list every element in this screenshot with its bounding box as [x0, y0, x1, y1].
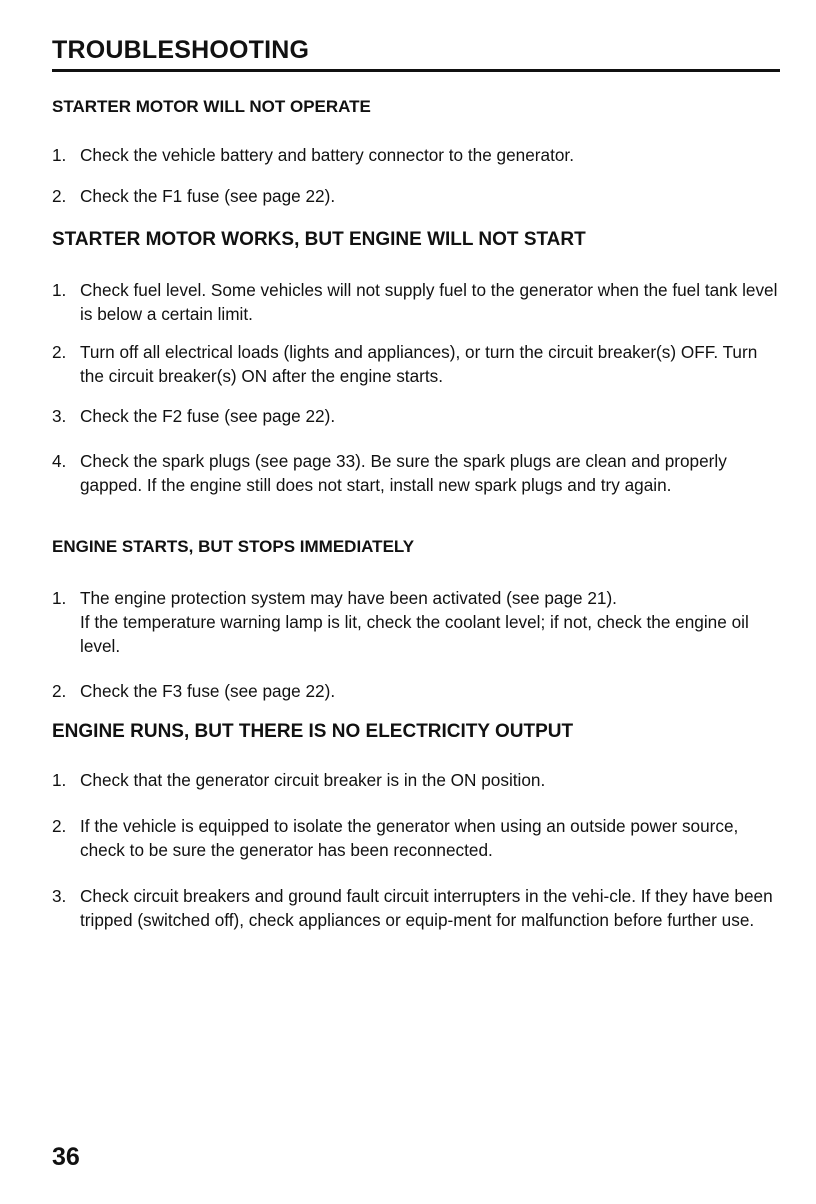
item-text: Check that the generator circuit breaker is in the ON position. [80, 770, 546, 790]
item-number: 1. [52, 280, 67, 300]
title-underline [52, 69, 780, 72]
list-item [52, 278, 782, 326]
page-title: TROUBLESHOOTING [52, 36, 310, 64]
list-item [52, 184, 782, 208]
item-text: If the vehicle is equipped to isolate the generator when using an outside power source, check to be sure the generator has been reconnected. [80, 816, 739, 860]
section-heading: STARTER MOTOR WORKS, BUT ENGINE WILL NOT START [52, 229, 586, 250]
list-item [52, 449, 782, 497]
item-number: 2. [52, 186, 67, 206]
item-number: 3. [52, 406, 67, 426]
section-starter-not-operate [52, 97, 782, 117]
item-number: 1. [52, 588, 67, 608]
section-engine-stops [52, 537, 782, 557]
section-no-electricity [52, 721, 782, 743]
list-item [52, 610, 782, 658]
list-item [52, 340, 782, 388]
item-number: 1. [52, 770, 67, 790]
item-text: Check the F3 fuse (see page 22). [80, 681, 336, 701]
item-text: If the temperature warning lamp is lit, check the coolant level; if not, check the engine oil level. [80, 612, 749, 656]
item-text: Check fuel level. Some vehicles will not supply fuel to the generator when the fuel tank level is below a certain limit. [80, 280, 778, 324]
section-engine-not-start [52, 229, 782, 251]
section-heading: ENGINE STARTS, BUT STOPS IMMEDIATELY [52, 537, 415, 556]
list-item [52, 884, 782, 932]
item-number: 2. [52, 681, 67, 701]
item-text: Check the spark plugs (see page 33). Be sure the spark plugs are clean and properly gapped. If the engine still does not start, install new spark plugs and try again. [80, 451, 727, 495]
item-text: Check the F1 fuse (see page 22). [80, 186, 336, 206]
item-text: Check the F2 fuse (see page 22). [80, 406, 336, 426]
section-heading: ENGINE RUNS, BUT THERE IS NO ELECTRICITY OUTPUT [52, 721, 574, 742]
item-number [52, 610, 80, 658]
list-item [52, 814, 782, 862]
list-item [52, 404, 782, 428]
item-text: The engine protection system may have been activated (see page 21). [80, 588, 617, 608]
section-heading: STARTER MOTOR WILL NOT OPERATE [52, 97, 371, 116]
item-text: Check circuit breakers and ground fault circuit interrupters in the vehi-cle. If they have been tripped (switched off), check appliances or equip-ment for malfunction before further use. [80, 886, 773, 930]
item-text: Turn off all electrical loads (lights and appliances), or turn the circuit breaker(s) OFF. Turn the circuit breaker(s) ON after the engine starts. [80, 342, 758, 386]
item-number: 1. [52, 145, 67, 165]
page-number: 36 [52, 1143, 80, 1171]
item-number: 3. [52, 886, 67, 906]
list-item [52, 768, 782, 792]
item-number: 2. [52, 816, 67, 836]
item-number: 2. [52, 342, 67, 362]
list-item [52, 679, 782, 703]
list-item [52, 586, 782, 610]
item-number: 4. [52, 451, 67, 471]
item-text: Check the vehicle battery and battery connector to the generator. [80, 145, 574, 165]
list-item [52, 143, 782, 167]
